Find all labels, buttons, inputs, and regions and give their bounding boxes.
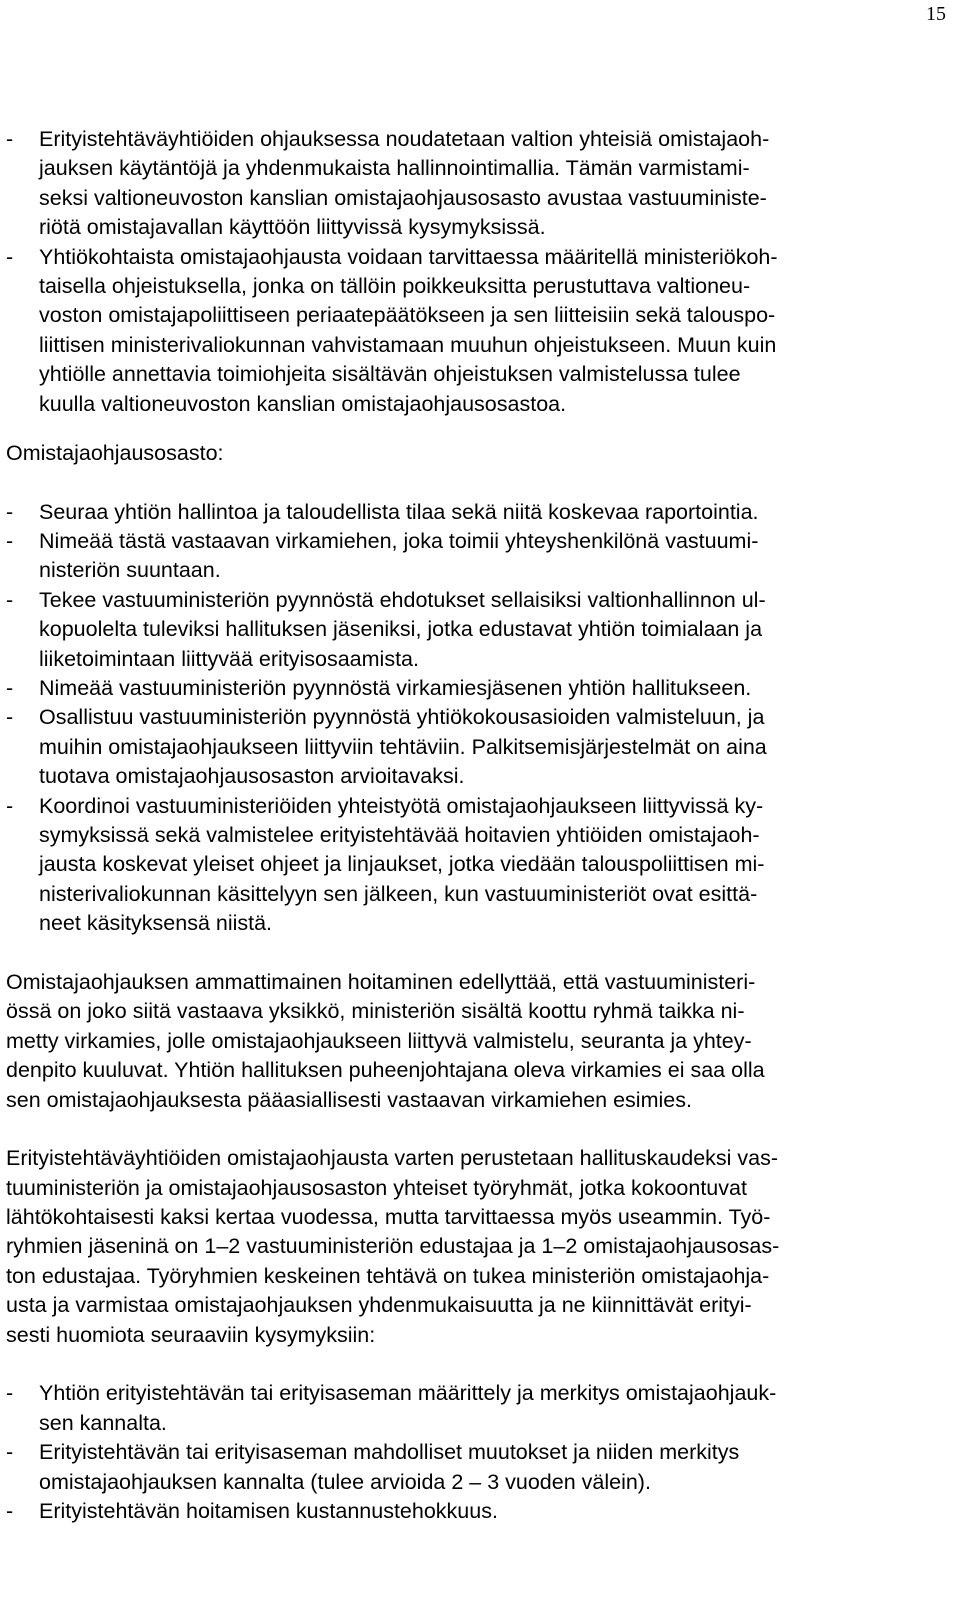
list-item-text <box>39 1497 938 1526</box>
text-line: liittisen ministerivaliokunnan vahvistamaan muuhun ohjeistukseen. Muun kuin <box>39 332 777 357</box>
bullet-dash: - <box>6 676 14 701</box>
page-number: 15 <box>926 3 946 25</box>
list-item <box>6 125 938 243</box>
text-line: Nimeää vastuuministeriön pyynnöstä virkamiesjäsenen yhtiön hallitukseen. <box>39 676 752 701</box>
list-item <box>6 674 938 703</box>
list-item <box>6 1379 938 1438</box>
text-line: Osallistuu vastuuministeriön pyynnöstä yhtiökokousasioiden valmisteluun, ja <box>39 705 765 730</box>
text-line: Koordinoi vastuuministeriöiden yhteistyötä omistajaohjaukseen liittyvissä ky- <box>39 793 764 818</box>
text-line: Erityistehtävän tai erityisaseman mahdolliset muutokset ja niiden merkitys <box>39 1440 740 1465</box>
text-line: liiketoimintaan liittyvää erityisosaamista. <box>39 646 419 671</box>
text-line: Omistajaohjauksen ammattimainen hoitaminen edellyttää, että vastuuministeri- <box>6 969 756 994</box>
list-item <box>6 586 938 674</box>
list-item-text <box>39 1379 938 1438</box>
text-line: usta ja varmistaa omistajaohjauksen yhdenmukaisuutta ja ne kiinnittävät erityi- <box>6 1293 752 1318</box>
list-item <box>6 792 938 939</box>
text-line: sen kannalta. <box>39 1410 167 1435</box>
bullet-dash: - <box>6 793 14 818</box>
list-item <box>6 243 938 419</box>
text-line: Nimeää tästä vastaavan virkamiehen, joka toimii yhteyshenkilönä vastuumi- <box>39 529 759 554</box>
text-line: Seuraa yhtiön hallintoa ja taloudellista tilaa sekä niitä koskevaa raportointia. <box>39 499 759 524</box>
text-line: Yhtiön erityistehtävän tai erityisaseman määrittely ja merkitys omistajaohjauk- <box>39 1381 777 1406</box>
text-line: yhtiölle annettavia toimiohjeita sisältävän ohjeistuksen valmistelussa tulee <box>39 362 741 387</box>
text-line: jauksen käytäntöjä ja yhdenmukaista hallinnointimallia. Tämän varmistami- <box>39 156 750 181</box>
text-line: neet käsityksensä niistä. <box>39 911 273 936</box>
text-line: symyksissä sekä valmistelee erityistehtävää hoitavien yhtiöiden omistajaoh- <box>39 822 760 847</box>
text-line: kuulla valtioneuvoston kanslian omistajaohjausosastoa. <box>39 391 567 416</box>
list-item <box>6 703 938 791</box>
text-line: Erityistehtävän hoitamisen kustannustehokkuus. <box>39 1498 498 1523</box>
paragraph <box>6 1144 938 1350</box>
text-line: lähtökohtaisesti kaksi kertaa vuodessa, mutta tarvittaessa myös useammin. Työ- <box>6 1205 771 1230</box>
text-line: Tekee vastuuministeriön pyynnöstä ehdotukset sellaisiksi valtionhallinnon ul- <box>39 587 766 612</box>
bullet-dash: - <box>6 587 14 612</box>
text-line: riötä omistajavallan käyttöön liittyvissä kysymyksissä. <box>39 215 546 240</box>
bullet-dash: - <box>6 705 14 730</box>
list-item-text <box>39 703 938 791</box>
list-item <box>6 1497 938 1526</box>
text-line: jausta koskevat yleiset ohjeet ja linjaukset, jotka viedään talouspoliittisen mi- <box>39 852 765 877</box>
section-heading: Omistajaohjausosasto: <box>6 440 224 465</box>
text-line: sesti huomiota seuraaviin kysymyksiin: <box>6 1322 376 1347</box>
list-item-text <box>39 243 938 419</box>
text-line: sen omistajaohjauksesta pääasiallisesti vastaavan virkamiehen esimies. <box>6 1087 692 1112</box>
list-item <box>6 498 938 527</box>
list-item <box>6 1438 938 1497</box>
text-line: voston omistajapoliittiseen periaatepäätökseen ja sen liitteisiin sekä talouspo- <box>39 303 776 328</box>
bullet-dash: - <box>6 127 14 151</box>
bullet-dash: - <box>6 1498 14 1523</box>
list-item-text <box>39 586 938 674</box>
text-line: nisteriön suuntaan. <box>39 558 221 583</box>
paragraph <box>6 968 938 1115</box>
bullet-dash: - <box>6 529 14 554</box>
text-line: omistajaohjauksen kannalta (tulee arvioida 2 – 3 vuoden välein). <box>39 1469 651 1494</box>
document-body <box>6 125 938 1526</box>
list-item-text <box>39 527 938 586</box>
text-line: Erityistehtäväyhtiöiden ohjauksessa noudatetaan valtion yhteisiä omistajaoh- <box>39 127 770 151</box>
list-item-text <box>39 1438 938 1497</box>
text-line: nisterivaliokunnan käsittelyyn sen jälkeen, kun vastuuministeriöt ovat esittä- <box>39 881 758 906</box>
bullet-dash: - <box>6 1440 14 1465</box>
bullet-dash: - <box>6 244 14 269</box>
text-line: Yhtiökohtaista omistajaohjausta voidaan tarvittaessa määritellä ministeriökoh- <box>39 244 778 269</box>
list-item <box>6 527 938 586</box>
bullet-dash: - <box>6 499 14 524</box>
text-line: ton edustajaa. Työryhmien keskeinen tehtävä on tukea ministeriön omistajaohja- <box>6 1263 770 1288</box>
list-item-text <box>39 125 938 243</box>
text-line: össä on joko siitä vastaava yksikkö, ministeriön sisältä koottu ryhmä taikka ni- <box>6 999 745 1024</box>
list-item-text <box>39 792 938 939</box>
text-line: seksi valtioneuvoston kanslian omistajaohjausosasto avustaa vastuuministe- <box>39 185 767 210</box>
text-line: tuuministeriön ja omistajaohjausosaston yhteiset työryhmät, jotka kokoontuvat <box>6 1175 747 1200</box>
text-line: muihin omistajaohjaukseen liittyviin tehtäviin. Palkitsemisjärjestelmät on aina <box>39 734 767 759</box>
text-line: Erityistehtäväyhtiöiden omistajaohjausta varten perustetaan hallituskaudeksi vas- <box>6 1146 779 1171</box>
list-item-text <box>39 674 938 703</box>
list-item-text <box>39 498 938 527</box>
text-line: ryhmien jäseninä on 1–2 vastuuministeriön edustajaa ja 1–2 omistajaohjausosas- <box>6 1234 780 1259</box>
text-line: denpito kuuluvat. Yhtiön hallituksen puheenjohtajana oleva virkamies ei saa olla <box>6 1058 765 1083</box>
text-line: metty virkamies, jolle omistajaohjaukseen liittyvä valmistelu, seuranta ja yhtey- <box>6 1028 752 1053</box>
text-line: tuotava omistajaohjausosaston arvioitavaksi. <box>39 764 465 789</box>
bullet-dash: - <box>6 1381 14 1406</box>
text-line: kopuolelta tuleviksi hallituksen jäseniksi, jotka edustavat yhtiön toimialaan ja <box>39 617 763 642</box>
text-line: taisella ohjeistuksella, jonka on tällöin poikkeuksitta perustuttava valtioneu- <box>39 273 751 298</box>
